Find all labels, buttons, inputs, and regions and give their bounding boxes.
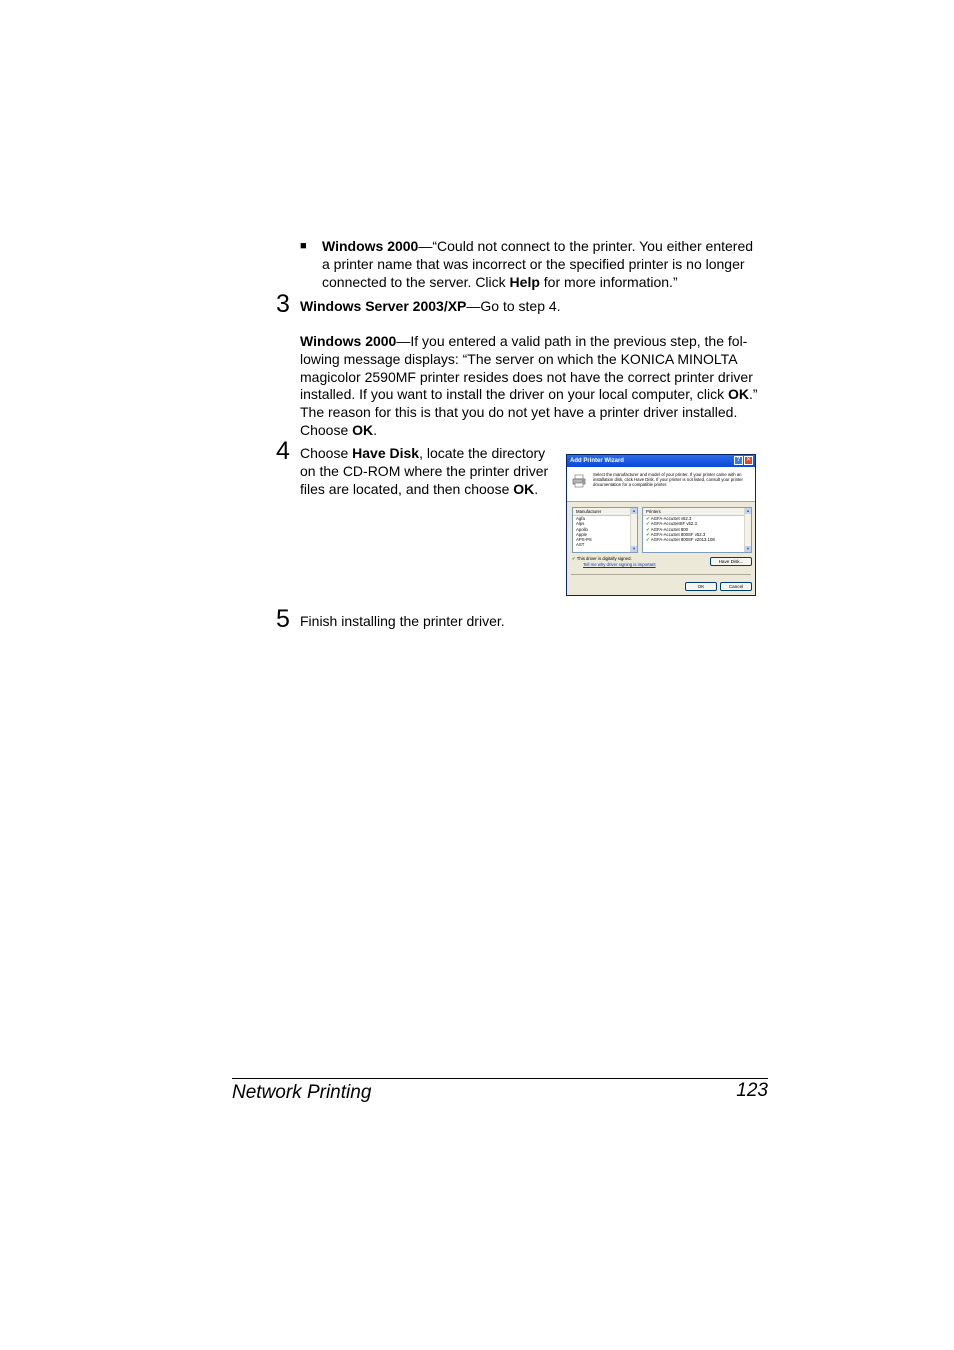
signed-driver-icon: ✔ [646, 521, 650, 527]
step3-p-ok-2: OK [352, 421, 374, 438]
step4-line-2: on the CD-ROM where the printer driver [300, 462, 549, 479]
have-disk-button[interactable]: Have Disk... [710, 557, 752, 566]
manufacturer-item[interactable]: Agfa [576, 516, 585, 521]
step3-p-l4a: installed. If you want to install the driver on your local computer, click [300, 386, 728, 403]
step3-line1 [300, 298, 561, 316]
step3-os-name: Windows Server 2003/XP [300, 298, 467, 314]
step3-p-line-3: magicolor 2590MF printer resides does not have the correct printer driver [300, 368, 753, 385]
manufacturer-item[interactable]: Apollo [576, 526, 588, 532]
signed-driver-icon: ✔ [646, 537, 650, 543]
driver-signing-link[interactable]: Tell me why driver signing is important [583, 561, 656, 567]
dialog-title: Add Printer Wizard [570, 458, 624, 464]
step3-paragraph [300, 333, 770, 440]
add-printer-wizard-dialog [566, 454, 756, 596]
step3-p-l1: —If you entered a valid path in the previous step, the fol- [396, 333, 748, 349]
help-label: Help [509, 273, 540, 290]
step3-p-l4b: .” [748, 386, 758, 403]
bullet-paragraph [322, 238, 772, 291]
step4-line-3 [300, 481, 560, 499]
step3-p-line-4 [300, 386, 770, 404]
dialog-description: Select the manufacturer and model of your printer. If your printer came with an installation disk, click Have Disk. If your printer is not listed, consult your printer documentation for a compatible printer. [593, 472, 743, 488]
signed-driver-icon: ✔ [572, 556, 576, 561]
step4-l1c: , locate the directory [419, 445, 546, 461]
printers-list[interactable] [642, 507, 752, 553]
have-disk-label: Have Disk [352, 445, 420, 461]
step-number-3: 3 [276, 290, 290, 318]
signed-driver-icon: ✔ [646, 531, 650, 537]
printer-item-label: AGFA-AccuSet v52.3 [650, 516, 692, 521]
printer-item-label: AGFA-AccuSet 800SF v2013.108 [650, 537, 715, 543]
printer-item-label: AGFA-AccuSet 800SF v52.3 [650, 531, 706, 537]
step3-p-line-1 [300, 333, 770, 351]
printer-item[interactable] [643, 537, 751, 542]
step4-ok: OK [513, 480, 535, 497]
bullet-text-c1: connected to the server. Click [322, 273, 510, 290]
signed-text: This driver is digitally signed. [576, 556, 632, 561]
step3-p-l6a: Choose [300, 421, 353, 438]
printers-header: Printers [643, 508, 751, 516]
help-icon[interactable]: ? [734, 456, 743, 465]
step4-l1a: Choose [300, 445, 353, 461]
step3-p-l6b: . [373, 421, 378, 438]
step3-p-line-5: The reason for this is that you do not yet have a printer driver installed. [300, 404, 738, 421]
manufacturer-item[interactable]: Alps [576, 521, 585, 527]
step-number-5: 5 [276, 605, 290, 633]
step3-p-line-6 [300, 422, 770, 440]
step3-p-os-name: Windows 2000 [300, 333, 397, 349]
manufacturer-header: Manufacturer [573, 508, 637, 516]
dialog-separator [571, 574, 751, 575]
step3-p-ok: OK [727, 386, 749, 403]
signed-driver-icon: ✔ [646, 526, 650, 532]
printer-icon [572, 474, 586, 488]
manufacturer-item[interactable]: AST [576, 542, 585, 548]
step4-paragraph [300, 445, 560, 498]
manufacturer-list[interactable] [572, 507, 638, 553]
step3-goto: —Go to step 4. [466, 298, 561, 314]
close-icon[interactable]: ✕ [745, 457, 752, 463]
step4-l3c: . [534, 480, 539, 497]
step-number-4: 4 [276, 437, 290, 465]
step4-line-1 [300, 445, 560, 463]
bullet-text-a: —“Could not connect to the printer. You either entered [418, 238, 754, 254]
manufacturer-item[interactable]: APS-PS [576, 537, 592, 543]
dialog-title-bar [567, 455, 755, 467]
footer-rule [232, 1078, 768, 1079]
step3-p-line-2: lowing message displays: “The server on which the KONICA MINOLTA [300, 350, 738, 367]
step5-text: Finish installing the printer driver. [300, 613, 505, 629]
scroll-up-icon[interactable]: ▲ [746, 508, 750, 513]
bullet-line-1 [322, 238, 772, 256]
bullet-line-2: a printer name that was incorrect or the specified printer is no longer [322, 255, 745, 272]
dialog-header [567, 467, 755, 502]
ok-button[interactable]: OK [685, 582, 717, 591]
bullet-text-c2: for more information.” [539, 273, 678, 290]
footer-section-title: Network Printing [232, 1082, 372, 1103]
scroll-down-icon[interactable]: ▼ [632, 546, 636, 551]
page-number: 123 [736, 1080, 768, 1101]
bullet-marker: ■ [300, 240, 307, 252]
signed-driver-note [572, 556, 656, 567]
step4-l3a: files are located, and then choose [300, 480, 514, 497]
scroll-up-icon[interactable]: ▲ [632, 508, 636, 513]
printers-scrollbar[interactable] [744, 508, 751, 552]
signed-driver-icon: ✔ [646, 516, 650, 521]
manufacturer-item[interactable]: Apple [576, 531, 587, 537]
printer-item-label: AGFA-AccuSetSF v52.3 [650, 521, 697, 527]
bullet-os-name: Windows 2000 [322, 238, 419, 254]
printer-item-label: AGFA-AccuSet 800 [650, 526, 689, 532]
cancel-button[interactable]: Cancel [720, 582, 752, 591]
manufacturer-scrollbar[interactable] [630, 508, 637, 552]
bullet-line-3 [322, 274, 772, 292]
scroll-down-icon[interactable]: ▼ [746, 546, 750, 551]
